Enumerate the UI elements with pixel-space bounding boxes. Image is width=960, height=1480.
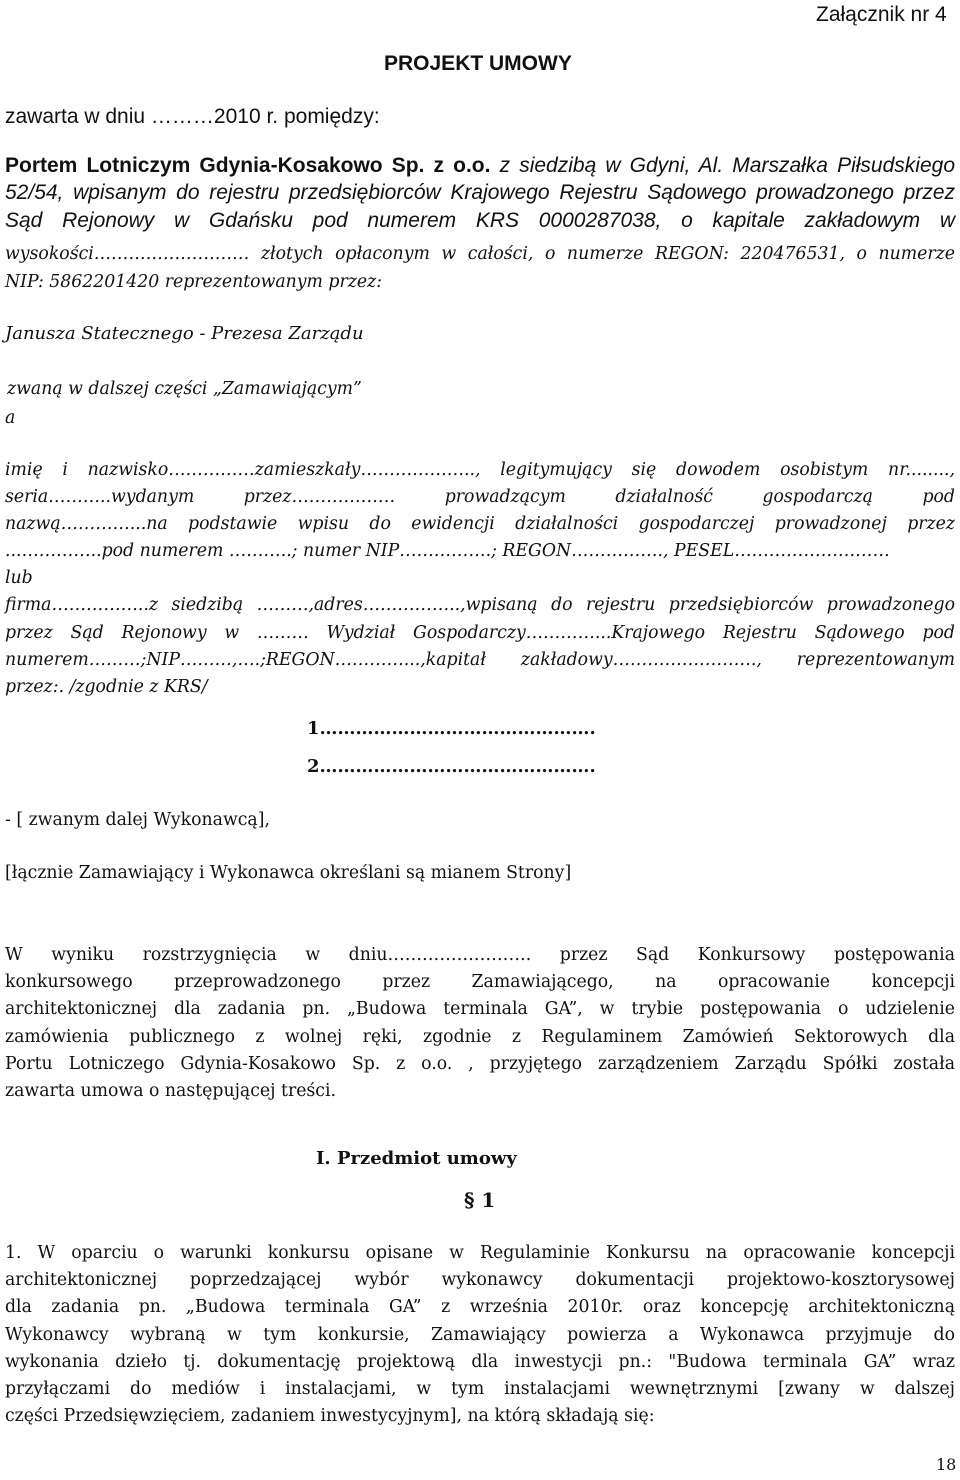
party1-name: Portem Lotniczym Gdynia-Kosakowo Sp. z o.o. bbox=[5, 154, 491, 177]
preamble-line-3: architektonicznej dla zadania pn. „Budowa terminala GA”, w trybie postępowania o udzielenie bbox=[5, 999, 955, 1019]
party2-called: - [ zwanym dalej Wykonawcą], bbox=[5, 810, 270, 830]
conjunction-a: a bbox=[5, 408, 16, 428]
party2-line2: seria………..wydanym przez……………… prowadzącym działalność gospodarczą pod bbox=[5, 487, 955, 507]
representative-1: 1………………………………………. bbox=[307, 718, 596, 739]
preamble-line-4: zamówienia publicznego z wolnej ręki, zgodnie z Regulaminem Zamówień Sektorowych dla bbox=[5, 1027, 955, 1047]
preamble-line-2: konkursowego przeprowadzonego przez Zamawiającego, na opracowanie koncepcji bbox=[5, 972, 955, 992]
paragraph-mark: § 1 bbox=[464, 1188, 496, 1212]
party1-line3: Sąd Rejonowy w Gdańsku pod numerem KRS 0000287038, o kapitale zakładowym w bbox=[5, 209, 955, 232]
section1-line-1: 1. W oparciu o warunki konkursu opisane w Regulaminie Konkursu na opracowanie koncepcji bbox=[5, 1243, 955, 1263]
party2-or: lub bbox=[5, 568, 33, 588]
preamble-line-6: zawarta umowa o następującej treści. bbox=[5, 1081, 336, 1101]
party1-line4: wysokości……………………… złotych opłaconym w całości, o numerze REGON: 220476531, o numerze bbox=[5, 244, 955, 264]
party2-line3: nazwą…………...na podstawie wpisu do ewidencji działalności gospodarczej prowadzonej przez bbox=[5, 514, 955, 534]
section1-line-7: części Przedsięwzięciem, zadaniem inwestycyjnym], na którą składają się: bbox=[5, 1406, 655, 1426]
party1-line5: NIP: 5862201420 reprezentowanym przez: bbox=[5, 272, 383, 292]
page-number: 18 bbox=[936, 1455, 957, 1474]
party2-line9: przez:. /zgodnie z KRS/ bbox=[5, 677, 208, 697]
section1-line-5: wykonania dzieło tj. dokumentację projektową dla inwestycji pn.: "Budowa terminala GA” wraz bbox=[5, 1352, 955, 1372]
contract-date-line: zawarta w dniu ………2010 r. pomiędzy: bbox=[5, 105, 380, 128]
party2-line8: numerem………;NIP………,….;REGON…………...,kapitał zakładowy……………………., reprezentowanym bbox=[5, 650, 955, 670]
party2-line6: firma……………..z siedzibą ………,adres……………..,wpisaną do rejestru przedsiębiorców prowadzonego bbox=[5, 595, 955, 615]
section1-line-6: przyłączami do mediów i instalacjami, w tym instalacjami wewnętrznymi [zwany w dalszej bbox=[5, 1379, 955, 1399]
section1-line-3: dla zadania pn. „Budowa terminala GA” z września 2010r. oraz koncepcję architektoniczną bbox=[5, 1297, 955, 1317]
parties-jointly: [łącznie Zamawiający i Wykonawca określani są mianem Strony] bbox=[5, 863, 572, 883]
representative-2: 2………………………………………. bbox=[307, 756, 596, 777]
party2-line4: ...…………..pod numerem ………..; numer NIP…………….; REGON……………., PESEL……………………… bbox=[5, 541, 890, 561]
document-title: PROJEKT UMOWY bbox=[384, 52, 572, 75]
party1-representative: Janusza Statecznego - Prezesa Zarządu bbox=[5, 323, 364, 344]
party1-line2: 52/54, wpisanym do rejestru przedsiębiorców Krajowego Rejestru Sądowego prowadzonego przez bbox=[5, 181, 955, 204]
section1-line-2: architektonicznej poprzedzającej wybór wykonawcy dokumentacji projektowo-kosztorysowej bbox=[5, 1270, 955, 1290]
party2-line7: przez Sąd Rejonowy w ……… Wydział Gospodarczy…………...Krajowego Rejestru Sądowego pod bbox=[5, 623, 955, 643]
party1-line1: Portem Lotniczym Gdynia-Kosakowo Sp. z o.o. z siedzibą w Gdyni, Al. Marszałka Piłsudskiego bbox=[5, 154, 955, 177]
section1-line-4: Wykonawcy wybraną w tym konkursie, Zamawiający powierza a Wykonawca przyjmuje do bbox=[5, 1325, 955, 1345]
preamble-line-1: W wyniku rozstrzygnięcia w dniu……………………. przez Sąd Konkursowy postępowania bbox=[5, 945, 955, 965]
party1-called: zwaną w dalszej części „Zamawiającym” bbox=[7, 379, 362, 399]
section-heading: I. Przedmiot umowy bbox=[316, 1148, 517, 1169]
preamble-line-5: Portu Lotniczego Gdynia-Kosakowo Sp. z o.o. , przyjętego zarządzeniem Zarządu Spółki została bbox=[5, 1054, 955, 1074]
party2-line1: imię i nazwisko……………zamieszkały……………….., legitymujący się dowodem osobistym nr........, bbox=[5, 460, 955, 480]
annex-label: Załącznik nr 4 bbox=[816, 3, 947, 26]
